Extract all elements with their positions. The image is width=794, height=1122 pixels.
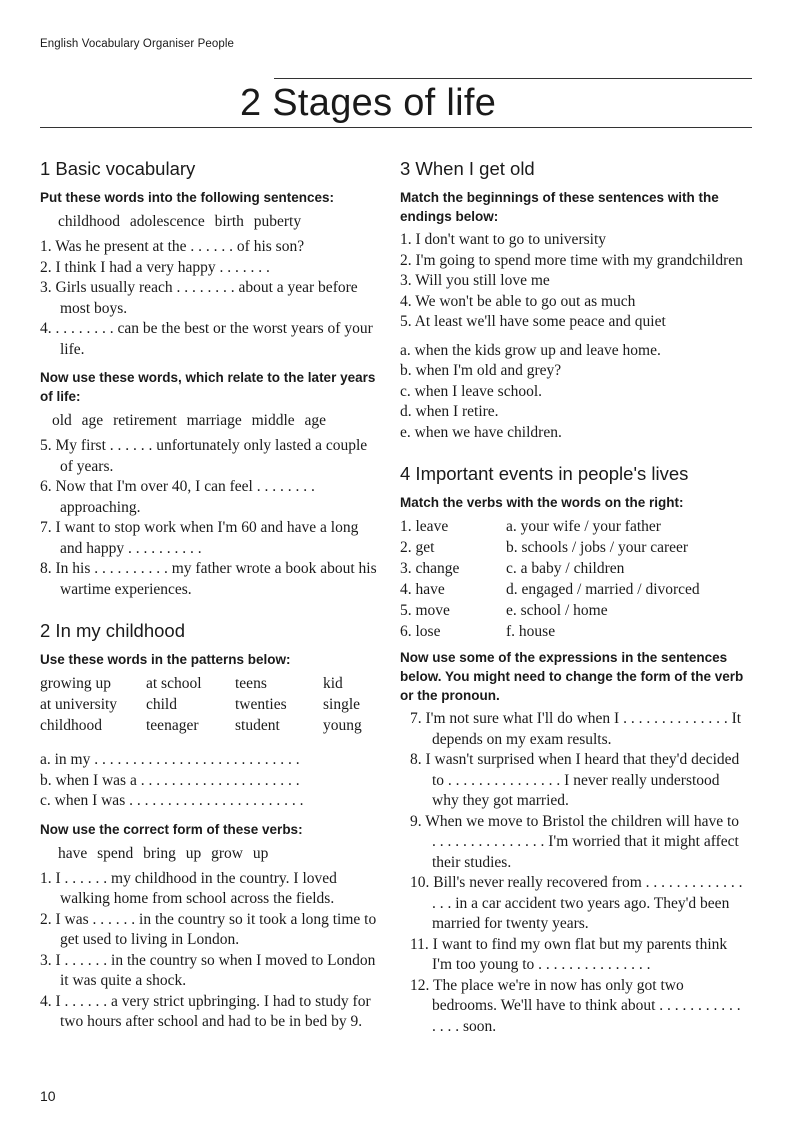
- exercise-item: 7. I want to stop work when I'm 60 and have a long and happy . . . . . . . . . .: [40, 519, 359, 557]
- section-4-match-grid: [400, 516, 746, 642]
- chapter-title-block: [40, 78, 752, 128]
- section-2-heading: 2 In my childhood: [40, 620, 186, 641]
- exercise-item: 2. I think I had a very happy . . . . . . .: [40, 258, 270, 276]
- word-cell: teens: [235, 675, 267, 692]
- exercise-item: 3. I . . . . . . in the country so when I moved to London it was quite a shock.: [40, 951, 376, 989]
- word-cell: at school: [146, 675, 202, 692]
- pattern-line: b. when I was a . . . . . . . . . . . . . . . . . . . . .: [40, 771, 300, 789]
- exercise-item: 4. I . . . . . . a very strict upbringing. I had to study for two hours after school and had to be in bed by 9.: [40, 992, 371, 1030]
- word-cell: kid: [323, 675, 343, 692]
- word-cell: at university: [40, 696, 118, 713]
- right-column: [400, 156, 746, 1037]
- section-1-instruction-1: Put these words into the following sentences:: [40, 190, 335, 205]
- match-words: a. your wife / your father: [506, 518, 661, 535]
- word-cell: childhood: [40, 717, 102, 734]
- chapter-title: 2 Stages of life: [240, 82, 497, 124]
- section-1-word-list-1: childhood adolescence birth puberty: [58, 213, 302, 230]
- word-cell: student: [235, 717, 280, 734]
- sentence-ending: c. when I leave school.: [400, 382, 543, 400]
- match-verb: 3. change: [400, 560, 460, 577]
- section-4-sentences: [400, 709, 746, 1037]
- match-verb: 4. have: [400, 581, 445, 598]
- page-number: 10: [40, 1088, 56, 1104]
- exercise-item: 7. I'm not sure what I'll do when I . . . . . . . . . . . . . . It depends on my exam results.: [410, 710, 742, 748]
- exercise-item: 11. I want to find my own flat but my parents think I'm too young to . . . . . . . . . . . . . . .: [410, 935, 728, 973]
- section-1-heading: 1 Basic vocabulary: [40, 158, 196, 179]
- section-4-instruction-1: Match the verbs with the words on the right:: [400, 495, 684, 510]
- exercise-item: 1. I . . . . . . my childhood in the country. I loved walking home from school across the fields.: [40, 869, 337, 907]
- exercise-item: 10. Bill's never really recovered from . . . . . . . . . . . . . . . . in a car accident two years ago. They'd been married for twenty years.: [410, 874, 743, 932]
- section-2-verb-list: have spend bring up grow up: [58, 844, 269, 862]
- word-cell: single: [323, 696, 361, 713]
- exercise-item: 3. Girls usually reach . . . . . . . . about a year before most boys.: [40, 279, 358, 317]
- exercise-item: 9. When we move to Bristol the children will have to . . . . . . . . . . . . . . . I'm worried that it might affect their studies.: [410, 812, 740, 871]
- sentence-beginning: 1. I don't want to go to university: [400, 231, 606, 248]
- running-head: English Vocabulary Organiser People: [40, 38, 235, 50]
- sentence-ending: e. when we have children.: [400, 423, 562, 441]
- section-3-instruction: Match the beginnings of these sentences with the endings below:: [400, 190, 719, 224]
- exercise-item: 2. I was . . . . . . in the country so it took a long time to get used to living in London.: [40, 910, 377, 948]
- match-words: d. engaged / married / divorced: [506, 581, 700, 598]
- pattern-line: c. when I was . . . . . . . . . . . . . . . . . . . . . . .: [40, 792, 304, 809]
- match-verb: 1. leave: [400, 518, 449, 535]
- sentence-ending: a. when the kids grow up and leave home.: [400, 341, 661, 359]
- title-rule-bottom: [40, 127, 752, 128]
- match-words: f. house: [506, 623, 556, 640]
- exercise-item: 6. Now that I'm over 40, I can feel . . . . . . . . approaching.: [40, 478, 315, 516]
- exercise-item: 1. Was he present at the . . . . . . of his son?: [40, 238, 305, 255]
- sentence-beginning: 5. At least we'll have some peace and quiet: [400, 313, 666, 330]
- match-words: b. schools / jobs / your career: [506, 539, 689, 556]
- section-4-heading: 4 Important events in people's lives: [400, 463, 689, 484]
- section-2-instruction-1: Use these words in the patterns below:: [40, 652, 291, 667]
- word-cell: growing up: [40, 675, 112, 692]
- exercise-item: 8. In his . . . . . . . . . . my father wrote a book about his wartime experiences.: [40, 560, 377, 598]
- match-verb: 5. move: [400, 602, 450, 619]
- match-words: e. school / home: [506, 602, 608, 619]
- exercise-item: 5. My first . . . . . . unfortunately only lasted a couple of years.: [40, 437, 368, 475]
- exercise-item: 4. . . . . . . . . can be the best or the worst years of your life.: [40, 320, 373, 358]
- section-2-instruction-2: Now use the correct form of these verbs:: [40, 821, 303, 837]
- word-cell: teenager: [146, 717, 199, 734]
- section-3-heading: 3 When I get old: [400, 158, 535, 179]
- title-rule-top: [274, 78, 752, 79]
- section-4-instruction-2: Now use some of the expressions in the sentences below. You might need to change the form of the verb or the pronoun.: [400, 650, 744, 703]
- exercise-item: 12. The place we're in now has only got two bedrooms. We'll have to think about . . . . . . . . . . . . . . . soon.: [410, 976, 741, 1035]
- pattern-line: a. in my . . . . . . . . . . . . . . . . . . . . . . . . . . .: [40, 751, 300, 768]
- sentence-ending: b. when I'm old and grey?: [400, 362, 562, 379]
- word-cell: young: [323, 717, 362, 734]
- left-column: [40, 156, 382, 1033]
- section-2-word-grid: [40, 673, 382, 736]
- sentence-beginning: 2. I'm going to spend more time with my grandchildren: [400, 251, 743, 269]
- sentence-beginning: 4. We won't be able to go out as much: [400, 292, 636, 310]
- sentence-ending: d. when I retire.: [400, 403, 499, 420]
- match-verb: 6. lose: [400, 623, 441, 640]
- sentence-beginning: 3. Will you still love me: [400, 272, 550, 289]
- exercise-item: 8. I wasn't surprised when I heard that they'd decided to . . . . . . . . . . . . . . . I never really understood why they got married.: [410, 751, 740, 809]
- word-cell: twenties: [235, 696, 287, 713]
- section-1-instruction-2: Now use these words, which relate to the later years of life:: [40, 370, 376, 404]
- match-words: c. a baby / children: [506, 560, 625, 577]
- word-cell: child: [146, 696, 177, 713]
- section-1-word-list-2: old age retirement marriage middle age: [52, 412, 327, 429]
- match-verb: 2. get: [400, 539, 435, 556]
